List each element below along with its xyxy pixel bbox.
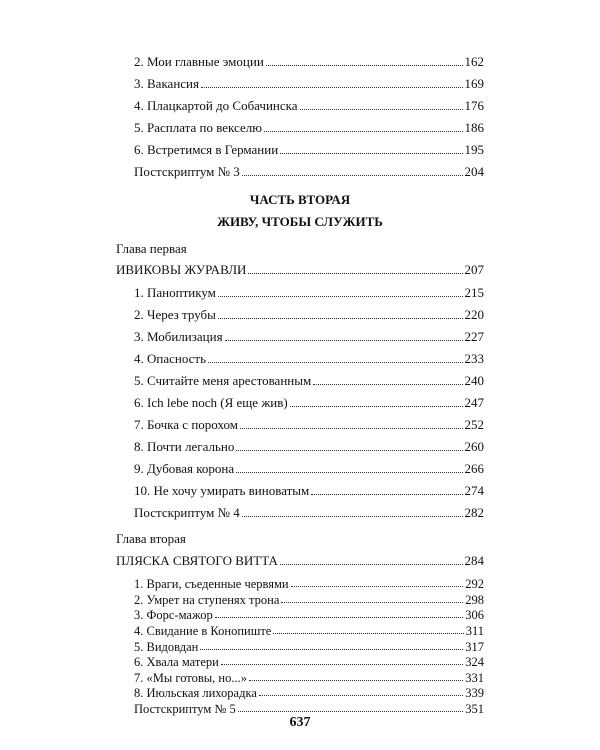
toc-entry-page: 169 <box>464 76 484 91</box>
chapter-title-entry <box>116 553 484 569</box>
toc-entry-label: 1. Паноптикум <box>134 285 216 300</box>
leader-dots <box>291 585 464 587</box>
toc-entry-page: 260 <box>464 439 484 454</box>
leader-dots <box>273 632 463 634</box>
chapter-title-page: 284 <box>464 553 484 568</box>
toc-entry <box>134 417 484 433</box>
toc-entry-label: 6. Ich lebe noch (Я еще жив) <box>134 395 288 410</box>
leader-dots <box>300 108 463 110</box>
toc-entry-label: 9. Дубовая корона <box>134 461 235 476</box>
toc-entry <box>134 98 484 114</box>
leader-dots <box>259 694 463 696</box>
leader-dots <box>242 515 463 517</box>
toc-entry-page: 240 <box>464 373 484 388</box>
toc-entry-label: 2. Мои главные эмоции <box>134 54 264 69</box>
leader-dots <box>313 383 462 385</box>
leader-dots <box>280 563 463 565</box>
leader-dots <box>248 272 462 274</box>
toc-entry-page: 274 <box>464 483 484 498</box>
toc-entry-label: 4. Свидание в Конопиште <box>134 623 272 638</box>
toc-entry-page: 247 <box>464 395 484 410</box>
toc-entry-page: 317 <box>465 639 484 654</box>
leader-dots <box>221 663 463 665</box>
toc-entry-page: 204 <box>464 164 484 179</box>
toc-entry-label: 6. Хвала матери <box>134 655 219 670</box>
toc-entry-page: 215 <box>464 285 484 300</box>
leader-dots <box>218 317 463 319</box>
part-heading: ЧАСТЬ ВТОРАЯ <box>249 192 351 207</box>
toc-entry-page: 306 <box>465 608 484 623</box>
leader-dots <box>264 130 463 132</box>
chapter-title: ПЛЯСКА СВЯТОГО ВИТТА <box>116 553 278 568</box>
toc-entry <box>134 624 484 638</box>
leader-dots <box>281 601 463 603</box>
part-title: ЖИВУ, ЧТОБЫ СЛУЖИТЬ <box>217 214 383 229</box>
toc-entry-page: 324 <box>465 655 484 670</box>
toc-entry-label: 3. Мобилизация <box>134 329 223 344</box>
toc-entry <box>134 395 484 411</box>
toc-entry-label: 10. Не хочу умирать виноватым <box>134 483 310 498</box>
toc-entry-page: 195 <box>464 142 484 157</box>
toc-entry <box>134 640 484 654</box>
toc-entry-page: 266 <box>464 461 484 476</box>
toc-entry-page: 292 <box>465 577 484 591</box>
leader-dots <box>200 648 463 650</box>
toc-entry-label: Постскриптум № 4 <box>134 505 240 520</box>
leader-dots <box>238 710 464 712</box>
toc-entry-label: 4. Опасность <box>134 351 207 366</box>
toc-entry <box>134 76 484 92</box>
toc-entry-label: 7. «Мы готовы, но...» <box>134 670 247 685</box>
toc-entry <box>134 164 484 180</box>
toc-entry-page: 252 <box>464 417 484 432</box>
leader-dots <box>242 174 463 176</box>
leader-dots <box>236 449 462 451</box>
toc-entry-label: 2. Умрет на ступенях трона <box>134 592 280 607</box>
toc-entry-label: 8. Почти легально <box>134 439 235 454</box>
toc-entry <box>134 373 484 389</box>
leader-dots <box>236 471 462 473</box>
leader-dots <box>311 493 462 495</box>
toc-entry-page: 339 <box>465 686 484 701</box>
toc-entry <box>134 351 484 367</box>
leader-dots <box>218 295 463 297</box>
page-number: 637 <box>289 715 311 730</box>
toc-entry <box>134 439 484 455</box>
toc-entry-page: 186 <box>464 120 484 135</box>
chapter-label: Глава первая <box>116 241 187 256</box>
toc-entry <box>134 285 484 301</box>
toc-entry <box>134 505 484 521</box>
toc-entry-page: 311 <box>465 623 484 638</box>
toc-entry-page: 298 <box>465 592 484 607</box>
toc-entry-label: 5. Расплата по векселю <box>134 120 262 135</box>
toc-entry-label: 8. Июльская лихорадка <box>134 686 257 701</box>
chapter-title-entry <box>116 262 484 278</box>
toc-entry-page: 176 <box>464 98 484 113</box>
toc-entry-page: 351 <box>465 702 484 716</box>
toc-entry-label: 6. Встретимся в Германии <box>134 142 279 157</box>
toc-entry-label: 5. Видовдан <box>134 639 199 654</box>
leader-dots <box>280 152 462 154</box>
leader-dots <box>225 339 463 341</box>
toc-entry-label: 4. Плацкартой до Собачинска <box>134 98 298 113</box>
toc-entry-label: 5. Считайте меня арестованным <box>134 373 312 388</box>
toc-entry <box>134 686 484 700</box>
toc-entry-label: 7. Бочка с порохом <box>134 417 238 432</box>
toc-entry-page: 282 <box>464 505 484 520</box>
chapter-title: ИВИКОВЫ ЖУРАВЛИ <box>116 262 247 277</box>
toc-entry-label: 3. Форс-мажор <box>134 608 213 623</box>
toc-entry <box>134 307 484 323</box>
toc-entry-label: Постскриптум № 5 <box>134 702 236 716</box>
toc-entry <box>134 608 484 622</box>
toc-entry <box>134 671 484 685</box>
toc-entry <box>134 461 484 477</box>
toc-entry-page: 233 <box>464 351 484 366</box>
toc-entry-label: Постскриптум № 3 <box>134 164 240 179</box>
leader-dots <box>240 427 463 429</box>
leader-dots <box>215 616 463 618</box>
toc-entry <box>134 120 484 136</box>
toc-entry-page: 227 <box>464 329 484 344</box>
leader-dots <box>208 361 462 363</box>
leader-dots <box>266 64 463 66</box>
leader-dots <box>290 405 463 407</box>
leader-dots <box>249 679 463 681</box>
toc-entry <box>134 577 484 591</box>
toc-entry <box>134 593 484 607</box>
toc-entry <box>134 483 484 499</box>
toc-entry-page: 331 <box>465 670 484 685</box>
toc-entry <box>134 142 484 158</box>
toc-entry <box>134 54 484 70</box>
toc-entry-page: 162 <box>464 54 484 69</box>
toc-entry-page: 220 <box>464 307 484 322</box>
chapter-label: Глава вторая <box>116 531 186 546</box>
leader-dots <box>201 86 463 88</box>
toc-entry-label: 2. Через трубы <box>134 307 216 322</box>
chapter-title-page: 207 <box>464 262 484 277</box>
toc-entry <box>134 329 484 345</box>
toc-entry-label: 1. Враги, съеденные червями <box>134 577 289 591</box>
toc-entry <box>134 655 484 669</box>
toc-entry-label: 3. Вакансия <box>134 76 199 91</box>
